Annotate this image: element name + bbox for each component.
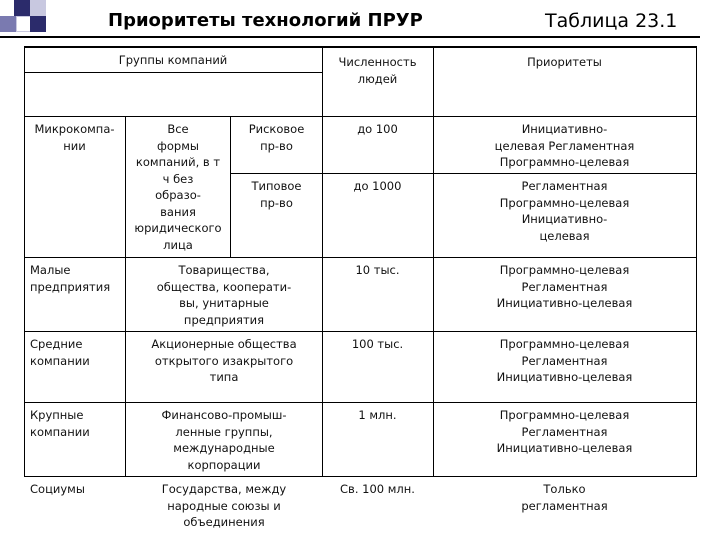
people-large: 1 млн.: [358, 408, 397, 422]
title-divider: [0, 36, 700, 38]
type-risk: Рисковое пр-во: [248, 122, 305, 153]
people-small: 10 тыс.: [355, 263, 400, 277]
forms-large: Финансово-промыш- ленные группы, международные корпорации: [161, 408, 287, 472]
forms-micro: Все формы компаний, в т ч без образо- вания юридического лица: [134, 122, 222, 252]
group-large: Крупные компании: [30, 408, 90, 439]
group-societies: Социумы: [30, 482, 85, 496]
forms-societies: Государства, между народные союзы и объединения: [161, 482, 287, 529]
forms-medium: Акционерные общества открытого изакрытого типа: [151, 337, 297, 384]
people-societies: Св. 100 млн.: [340, 482, 415, 496]
header-groups: Группы компаний: [118, 53, 228, 67]
priorities-small: Программно-целевая Регламентная Инициативно-целевая: [496, 263, 633, 310]
people-typical: до 1000: [353, 179, 402, 193]
deco-square: [0, 16, 16, 32]
forms-small: Товарищества, общества, кооперати- вы, унитарные предприятия: [156, 263, 292, 327]
group-small: Малые предприятия: [30, 263, 111, 294]
people-medium: 100 тыс.: [351, 337, 404, 351]
group-medium: Средние компании: [30, 337, 90, 368]
page-title: Приоритеты технологий ПРУР: [108, 10, 423, 31]
deco-square: [30, 0, 46, 16]
priorities-typical: Регламентная Программно-целевая Инициативно- целевая: [499, 179, 630, 243]
priorities-medium: Программно-целевая Регламентная Инициативно-целевая: [496, 337, 633, 384]
header-priorities: Приоритеты: [527, 55, 602, 69]
deco-square: [30, 16, 46, 32]
table-number: Таблица 23.1: [545, 10, 678, 32]
deco-square: [14, 0, 30, 16]
type-typical: Типовое пр-во: [251, 179, 302, 210]
priorities-societies: Только регламентная: [521, 482, 608, 513]
group-micro: Микрокомпа- нии: [34, 122, 115, 153]
people-risk: до 100: [357, 122, 398, 136]
header-people: Численность людей: [338, 55, 417, 86]
priorities-risk: Инициативно- целевая Регламентная Программно-целевая: [494, 122, 635, 169]
priorities-large: Программно-целевая Регламентная Инициативно-целевая: [496, 408, 633, 455]
